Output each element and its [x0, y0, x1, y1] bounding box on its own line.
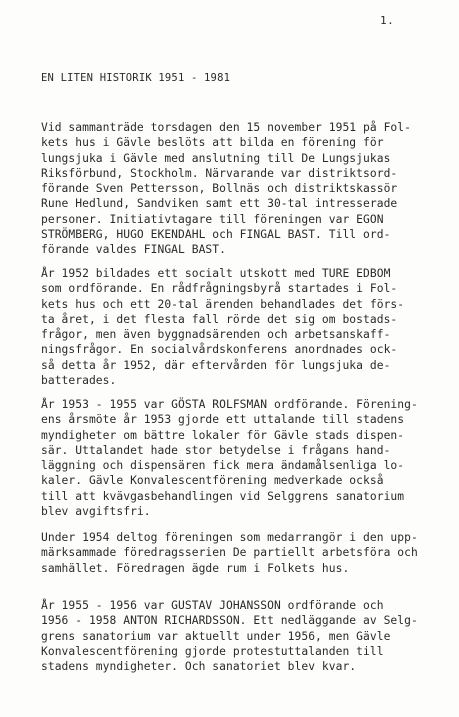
document-title: EN LITEN HISTORIK 1951 - 1981	[41, 72, 231, 84]
text-line: År 1953 - 1955 var GÖSTA ROLFSMAN ordförande. Förening-	[41, 398, 418, 411]
text-line: ens årsmöte år 1953 gjorde ett uttalande till stadens	[41, 413, 405, 427]
text-line: frågor, men även byggnadsärenden och arbetsanskaff-	[41, 328, 391, 342]
text-line: samhället. Föredragen ägde rum i Folkets hus.	[41, 561, 350, 575]
text-line: kets hus i Gävle beslöts att bilda en förening för	[41, 136, 384, 150]
text-line: STRÖMBERG, HUGO EKENDAHL och FINGAL BAST. Till ord-	[41, 228, 391, 242]
text-line: stadens myndigheter. Och sanatoriet blev kvar.	[41, 660, 357, 674]
text-line: batterades.	[41, 374, 117, 388]
text-line: 1956 - 1958 ANTON RICHARDSSON. Ett nedläggande av Selg-	[41, 614, 418, 628]
text-line: myndigheter om bättre lokaler för Gävle stads dispen-	[41, 428, 405, 442]
text-line: märksammade föredragsserien De partiellt arbetsföra och	[41, 546, 418, 560]
paragraph-1952	[41, 266, 451, 388]
text-line: Rune Hedlund, Sandviken samt ett 30-tal intresserade	[41, 197, 398, 211]
text-line: grens sanatorium var aktuellt under 1956, men Gävle	[41, 629, 391, 643]
text-line: förande valdes FINGAL BAST.	[41, 243, 226, 257]
text-line: Vid sammanträde torsdagen den 15 november 1951 på Fol-	[41, 121, 411, 134]
paragraph-founding	[41, 120, 451, 258]
text-line: blev avgiftsfri.	[41, 505, 151, 519]
text-line: förande Sven Pettersson, Bollnäs och distriktskassör	[41, 182, 398, 196]
text-line: sär. Uttalandet hade stor betydelse i frågans hand-	[41, 443, 391, 457]
text-line: ningsfrågor. En socialvårdskonferens anordnades ock-	[41, 343, 398, 357]
paragraph-1953-1955	[41, 397, 451, 519]
text-line: ta året, i det flesta fall rörde det sig om bostads-	[41, 312, 398, 326]
text-line: År 1955 - 1956 var GUSTAV JOHANSSON ordförande och	[41, 599, 384, 612]
paragraph-1955-1958	[41, 598, 451, 674]
text-line: läggning och dispensären fick mera ändamålsenliga lo-	[41, 459, 405, 473]
text-line: kaler. Gävle Konvalescentförening medverkade också	[41, 474, 384, 488]
paragraph-1954	[41, 530, 451, 576]
text-line: Riksförbund, Stockholm. Närvarande var distriktsord-	[41, 166, 398, 180]
text-line: som ordförande. En rådfrågningsbyrå startades i Fol-	[41, 282, 398, 296]
text-line: lungsjuka i Gävle med anslutning till De Lungsjukas	[41, 151, 391, 165]
text-line: kets hus och ett 20-tal ärenden behandlades det förs-	[41, 297, 405, 311]
text-line: Konvalescentförening gjorde protestuttalanden till	[41, 644, 384, 658]
text-line: personer. Initiativtagare till föreningen var EGON	[41, 212, 384, 226]
page-number: 1.	[380, 14, 395, 27]
text-line: Under 1954 deltog föreningen som medarrangör i den upp-	[41, 531, 418, 544]
text-line: till att kvävgasbehandlingen vid Selggrens sanatorium	[41, 489, 405, 503]
text-line: År 1952 bildades ett socialt utskott med TURE EDBOM	[41, 267, 391, 280]
text-line: så detta år 1952, där eftervården för lungsjuka de-	[41, 358, 391, 372]
